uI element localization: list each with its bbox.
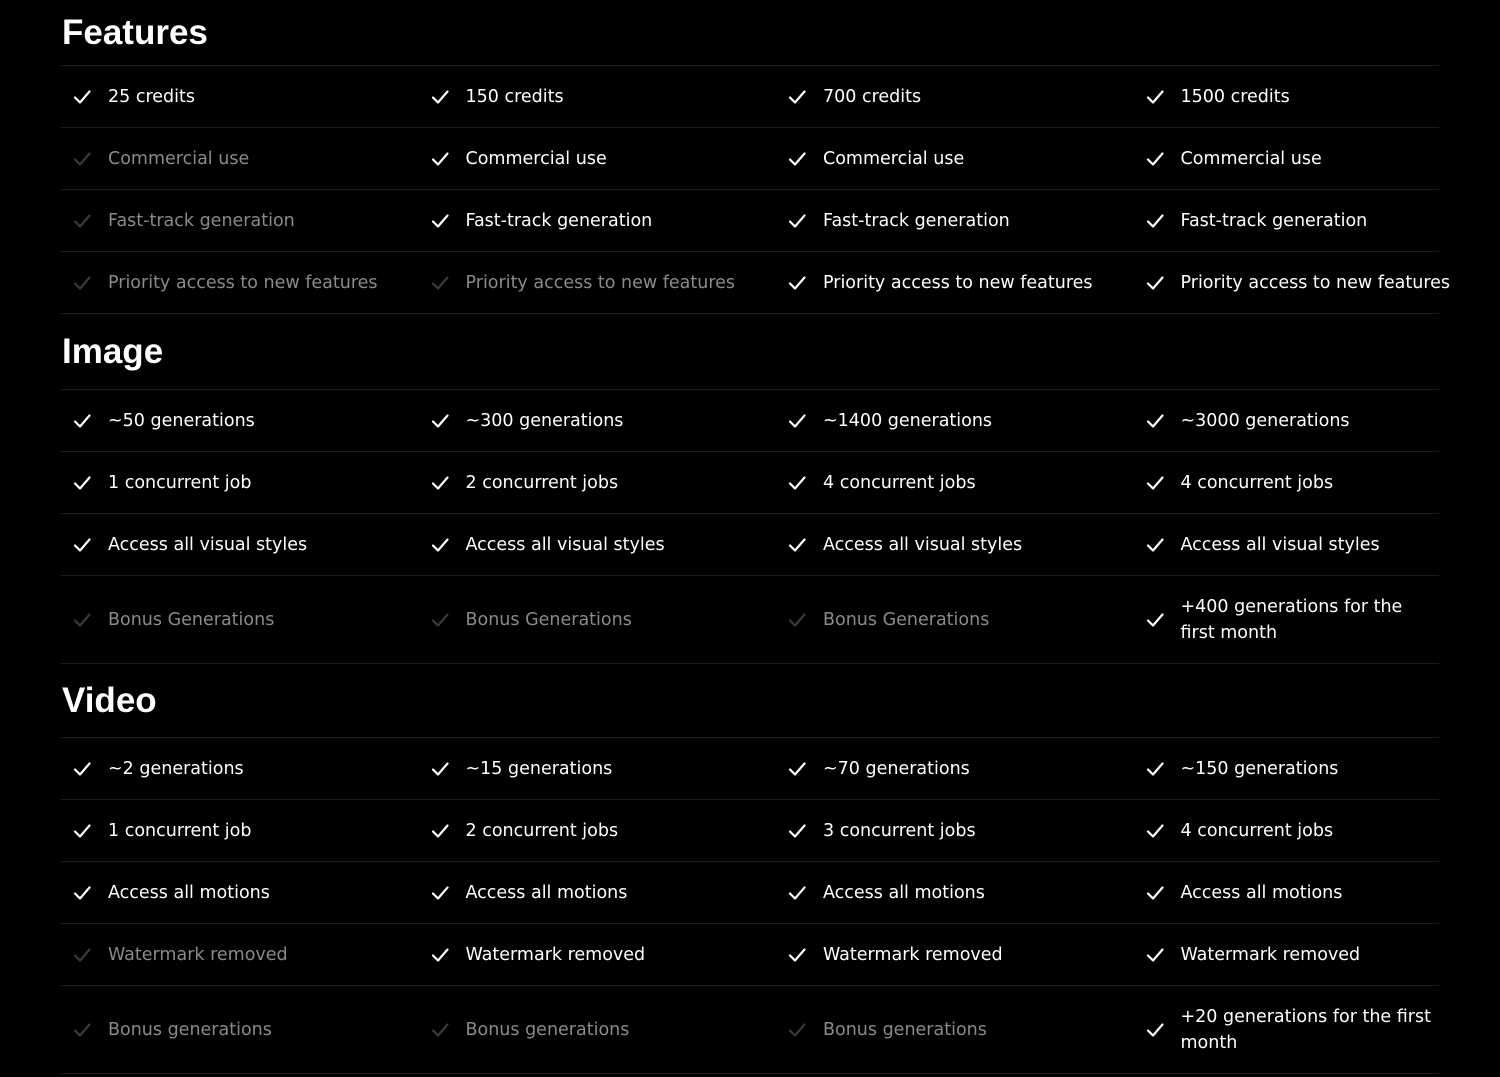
feature-label: Access all visual styles <box>1180 534 1380 555</box>
feature-label: ~70 generations <box>823 758 970 779</box>
feature-cell <box>419 128 777 189</box>
check-icon <box>1145 821 1165 841</box>
check-icon <box>430 883 450 903</box>
feature-label: Watermark removed <box>465 944 646 965</box>
check-icon <box>72 883 92 903</box>
table-row <box>61 738 1439 800</box>
check-icon <box>787 759 807 779</box>
feature-cell <box>1134 514 1492 575</box>
feature-label: 700 credits <box>823 86 922 107</box>
feature-cell <box>419 738 777 799</box>
feature-label: 3 concurrent jobs <box>823 820 976 841</box>
table-row <box>61 390 1439 452</box>
check-icon <box>72 87 92 107</box>
feature-label: 25 credits <box>108 86 195 107</box>
feature-label: Fast-track generation <box>108 210 295 231</box>
check-icon <box>430 473 450 493</box>
feature-cell <box>776 252 1134 313</box>
feature-cell <box>1134 190 1492 251</box>
check-icon <box>787 273 807 293</box>
feature-label: ~150 generations <box>1180 758 1339 779</box>
check-icon <box>787 149 807 169</box>
feature-label: Watermark removed <box>1180 944 1361 965</box>
feature-label: Commercial use <box>823 148 965 169</box>
check-icon <box>72 759 92 779</box>
feature-label: ~3000 generations <box>1180 410 1350 431</box>
feature-label: Bonus generations <box>108 1019 272 1040</box>
feature-cell <box>61 800 419 861</box>
table-row <box>61 924 1439 986</box>
feature-cell <box>419 514 777 575</box>
check-icon <box>787 610 807 630</box>
feature-label: +400 generations for the first month <box>1180 596 1403 643</box>
feature-label: Bonus Generations <box>465 609 632 630</box>
check-icon <box>430 759 450 779</box>
feature-label: Access all motions <box>465 882 628 903</box>
feature-label: Watermark removed <box>823 944 1003 965</box>
feature-label: 1500 credits <box>1180 86 1290 107</box>
check-icon <box>72 149 92 169</box>
feature-label: Watermark removed <box>108 944 288 965</box>
check-icon <box>430 610 450 630</box>
section-title: Video <box>61 664 1439 738</box>
section-features <box>61 0 1451 314</box>
feature-cell <box>776 576 1134 663</box>
check-icon <box>430 945 450 965</box>
feature-cell <box>61 924 419 985</box>
feature-cell <box>1134 128 1492 189</box>
feature-cell <box>61 252 419 313</box>
check-icon <box>1145 273 1165 293</box>
feature-cell <box>776 862 1134 923</box>
section-title: Features <box>61 0 1439 66</box>
feature-cell <box>419 190 777 251</box>
feature-label: Commercial use <box>1180 148 1322 169</box>
feature-cell <box>776 190 1134 251</box>
table-row <box>61 66 1439 128</box>
section-image <box>61 314 1439 664</box>
feature-cell <box>61 190 419 251</box>
feature-label: 4 concurrent jobs <box>823 472 976 493</box>
check-icon <box>1145 759 1165 779</box>
check-icon <box>1145 945 1165 965</box>
feature-cell <box>419 924 777 985</box>
feature-label: Priority access to new features <box>1180 272 1451 293</box>
feature-label: 4 concurrent jobs <box>1180 472 1334 493</box>
feature-cell <box>1134 576 1492 663</box>
check-icon <box>430 87 450 107</box>
check-icon <box>430 411 450 431</box>
feature-cell <box>776 66 1134 127</box>
feature-cell <box>61 66 419 127</box>
check-icon <box>72 610 92 630</box>
check-icon <box>430 821 450 841</box>
feature-cell <box>776 986 1134 1073</box>
table-row <box>61 986 1439 1074</box>
feature-cell <box>419 576 777 663</box>
feature-cell <box>1134 738 1492 799</box>
feature-cell <box>776 800 1134 861</box>
check-icon <box>1145 535 1165 555</box>
feature-label: 1 concurrent job <box>108 820 252 841</box>
feature-cell <box>776 128 1134 189</box>
feature-cell <box>1134 800 1492 861</box>
feature-cell <box>1134 390 1492 451</box>
feature-cell <box>419 986 777 1073</box>
feature-cell <box>419 390 777 451</box>
feature-label: Access all visual styles <box>465 534 665 555</box>
feature-label: 1 concurrent job <box>108 472 252 493</box>
feature-label: Priority access to new features <box>823 272 1093 293</box>
check-icon <box>72 273 92 293</box>
section-title: Image <box>61 314 1439 390</box>
table-row <box>61 190 1439 252</box>
check-icon <box>1145 883 1165 903</box>
check-icon <box>72 535 92 555</box>
check-icon <box>787 535 807 555</box>
feature-cell <box>1134 986 1492 1073</box>
check-icon <box>787 211 807 231</box>
feature-cell <box>1134 452 1492 513</box>
feature-cell <box>776 738 1134 799</box>
feature-label: Access all motions <box>108 882 270 903</box>
feature-cell <box>776 390 1134 451</box>
feature-cell <box>61 862 419 923</box>
feature-label: 4 concurrent jobs <box>1180 820 1334 841</box>
feature-label: ~2 generations <box>108 758 244 779</box>
check-icon <box>72 211 92 231</box>
table-row <box>61 452 1439 514</box>
feature-cell <box>61 452 419 513</box>
check-icon <box>1145 1020 1165 1040</box>
check-icon <box>787 87 807 107</box>
feature-cell <box>419 252 777 313</box>
check-icon <box>1145 149 1165 169</box>
feature-label: Access all visual styles <box>108 534 308 555</box>
feature-cell <box>419 452 777 513</box>
feature-cell <box>419 862 777 923</box>
feature-label: Priority access to new features <box>108 272 378 293</box>
feature-cell <box>61 514 419 575</box>
feature-label: ~15 generations <box>465 758 613 779</box>
check-icon <box>1145 411 1165 431</box>
check-icon <box>1145 473 1165 493</box>
feature-label: 2 concurrent jobs <box>465 820 619 841</box>
check-icon <box>72 1020 92 1040</box>
table-row <box>61 252 1451 314</box>
feature-label: ~1400 generations <box>823 410 993 431</box>
feature-cell <box>1134 252 1492 313</box>
feature-label: Access all motions <box>1180 882 1343 903</box>
feature-label: Fast-track generation <box>823 210 1010 231</box>
feature-cell <box>419 800 777 861</box>
check-icon <box>430 273 450 293</box>
feature-cell <box>61 576 419 663</box>
check-icon <box>72 411 92 431</box>
check-icon <box>1145 211 1165 231</box>
feature-label: Bonus Generations <box>108 609 275 630</box>
check-icon <box>1145 87 1165 107</box>
table-row <box>61 862 1439 924</box>
feature-label: 150 credits <box>465 86 564 107</box>
check-icon <box>787 1020 807 1040</box>
check-icon <box>72 821 92 841</box>
feature-cell <box>61 986 419 1073</box>
check-icon <box>787 473 807 493</box>
table-row <box>61 576 1439 664</box>
feature-label: ~300 generations <box>465 410 624 431</box>
feature-label: Commercial use <box>465 148 607 169</box>
feature-cell <box>776 452 1134 513</box>
feature-label: 2 concurrent jobs <box>465 472 619 493</box>
pricing-comparison <box>61 0 1451 1074</box>
check-icon <box>430 211 450 231</box>
feature-cell <box>776 924 1134 985</box>
check-icon <box>72 945 92 965</box>
check-icon <box>430 149 450 169</box>
feature-label: Bonus generations <box>823 1019 987 1040</box>
feature-label: +20 generations for the first month <box>1180 1006 1431 1053</box>
table-row <box>61 800 1439 862</box>
feature-label: Commercial use <box>108 148 250 169</box>
feature-label: Priority access to new features <box>465 272 736 293</box>
feature-label: Bonus generations <box>465 1019 630 1040</box>
feature-cell <box>1134 66 1492 127</box>
feature-label: Access all motions <box>823 882 985 903</box>
check-icon <box>787 883 807 903</box>
check-icon <box>787 945 807 965</box>
feature-cell <box>1134 924 1492 985</box>
feature-label: Fast-track generation <box>465 210 653 231</box>
feature-label: Bonus Generations <box>823 609 990 630</box>
check-icon <box>72 473 92 493</box>
feature-label: Fast-track generation <box>1180 210 1368 231</box>
check-icon <box>1145 610 1165 630</box>
feature-cell <box>61 390 419 451</box>
feature-label: Access all visual styles <box>823 534 1023 555</box>
feature-cell <box>419 66 777 127</box>
feature-cell <box>776 514 1134 575</box>
feature-cell <box>1134 862 1492 923</box>
table-row <box>61 128 1439 190</box>
check-icon <box>787 411 807 431</box>
check-icon <box>430 1020 450 1040</box>
section-video <box>61 664 1439 1074</box>
feature-label: ~50 generations <box>108 410 255 431</box>
table-row <box>61 514 1439 576</box>
check-icon <box>430 535 450 555</box>
check-icon <box>787 821 807 841</box>
feature-cell <box>61 738 419 799</box>
feature-cell <box>61 128 419 189</box>
